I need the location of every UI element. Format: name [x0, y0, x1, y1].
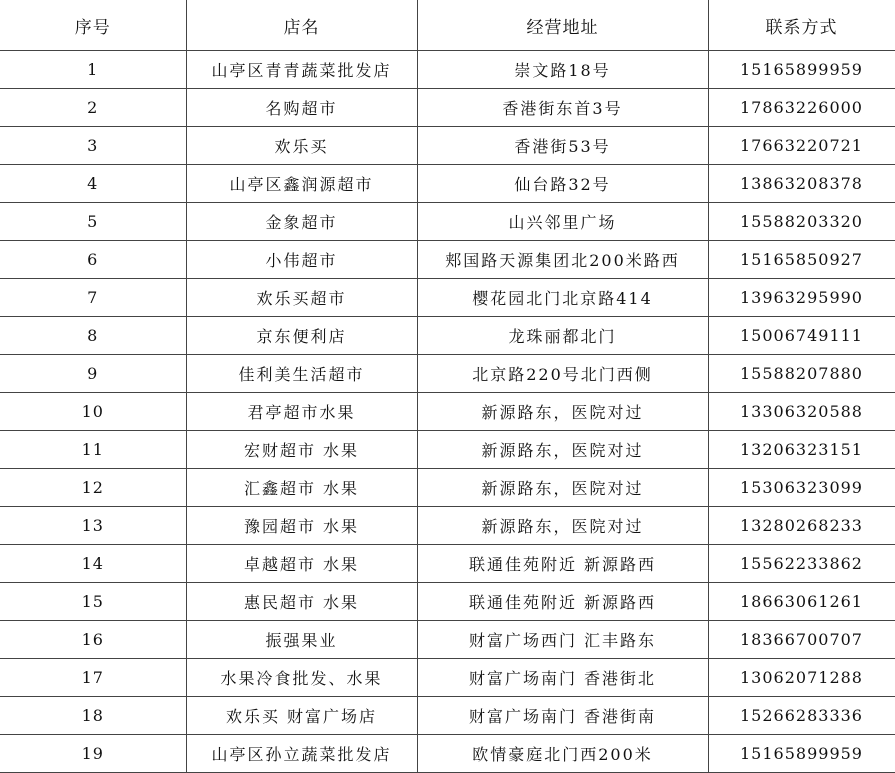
cell-store-name: 惠民超市 水果 [186, 583, 417, 621]
cell-store-name: 卓越超市 水果 [186, 545, 417, 583]
cell-no: 15 [0, 583, 186, 621]
cell-address: 财富广场南门 香港街南 [417, 697, 708, 735]
cell-phone: 15165899959 [708, 51, 895, 89]
cell-phone: 15306323099 [708, 469, 895, 507]
cell-address: 新源路东，医院对过 [417, 507, 708, 545]
cell-no: 2 [0, 89, 186, 127]
header-row [0, 0, 895, 51]
cell-store-name: 汇鑫超市 水果 [186, 469, 417, 507]
header-phone: 联系方式 [708, 0, 895, 51]
cell-address: 财富广场南门 香港街北 [417, 659, 708, 697]
table-row [0, 279, 895, 317]
cell-phone: 15266283336 [708, 697, 895, 735]
cell-no: 13 [0, 507, 186, 545]
cell-no: 12 [0, 469, 186, 507]
table-row [0, 583, 895, 621]
table-row [0, 241, 895, 279]
cell-store-name: 名购超市 [186, 89, 417, 127]
table-body [0, 51, 895, 773]
cell-no: 7 [0, 279, 186, 317]
cell-address: 崇文路18号 [417, 51, 708, 89]
cell-address: 财富广场西门 汇丰路东 [417, 621, 708, 659]
cell-phone: 13863208378 [708, 165, 895, 203]
cell-no: 1 [0, 51, 186, 89]
cell-address: 香港街东首3号 [417, 89, 708, 127]
table-row [0, 393, 895, 431]
cell-address: 樱花园北门北京路414 [417, 279, 708, 317]
cell-phone: 15165899959 [708, 735, 895, 773]
cell-phone: 15165850927 [708, 241, 895, 279]
table-row [0, 51, 895, 89]
cell-no: 18 [0, 697, 186, 735]
cell-phone: 13306320588 [708, 393, 895, 431]
cell-no: 8 [0, 317, 186, 355]
cell-phone: 13280268233 [708, 507, 895, 545]
cell-phone: 15588207880 [708, 355, 895, 393]
table-row [0, 697, 895, 735]
cell-store-name: 水果冷食批发、水果 [186, 659, 417, 697]
cell-store-name: 豫园超市 水果 [186, 507, 417, 545]
cell-address: 联通佳苑附近 新源路西 [417, 545, 708, 583]
cell-no: 19 [0, 735, 186, 773]
table-row [0, 355, 895, 393]
cell-address: 北京路220号北门西侧 [417, 355, 708, 393]
header-no: 序号 [0, 0, 186, 51]
cell-store-name: 君亭超市水果 [186, 393, 417, 431]
cell-phone: 18663061261 [708, 583, 895, 621]
cell-no: 10 [0, 393, 186, 431]
cell-address: 联通佳苑附近 新源路西 [417, 583, 708, 621]
table-row [0, 431, 895, 469]
cell-no: 16 [0, 621, 186, 659]
cell-no: 5 [0, 203, 186, 241]
cell-store-name: 山亭区孙立蔬菜批发店 [186, 735, 417, 773]
table-row [0, 317, 895, 355]
cell-address: 欧情豪庭北门西200米 [417, 735, 708, 773]
header-name: 店名 [186, 0, 417, 51]
table-row [0, 469, 895, 507]
cell-no: 3 [0, 127, 186, 165]
cell-store-name: 金象超市 [186, 203, 417, 241]
table-row [0, 127, 895, 165]
cell-store-name: 宏财超市 水果 [186, 431, 417, 469]
cell-store-name: 小伟超市 [186, 241, 417, 279]
cell-address: 新源路东，医院对过 [417, 393, 708, 431]
cell-phone: 13206323151 [708, 431, 895, 469]
table-row [0, 203, 895, 241]
cell-phone: 17863226000 [708, 89, 895, 127]
cell-phone: 17663220721 [708, 127, 895, 165]
cell-no: 4 [0, 165, 186, 203]
cell-address: 新源路东，医院对过 [417, 431, 708, 469]
cell-phone: 13963295990 [708, 279, 895, 317]
table-row [0, 89, 895, 127]
table-row [0, 659, 895, 697]
header-address: 经营地址 [417, 0, 708, 51]
cell-store-name: 欢乐买 [186, 127, 417, 165]
cell-no: 11 [0, 431, 186, 469]
cell-store-name: 欢乐买 财富广场店 [186, 697, 417, 735]
cell-no: 6 [0, 241, 186, 279]
cell-no: 14 [0, 545, 186, 583]
cell-store-name: 京东便利店 [186, 317, 417, 355]
table-row [0, 735, 895, 773]
cell-phone: 15006749111 [708, 317, 895, 355]
table-row [0, 507, 895, 545]
table-row [0, 165, 895, 203]
cell-address: 香港街53号 [417, 127, 708, 165]
cell-no: 9 [0, 355, 186, 393]
cell-phone: 15588203320 [708, 203, 895, 241]
cell-address: 仙台路32号 [417, 165, 708, 203]
cell-store-name: 欢乐买超市 [186, 279, 417, 317]
table-header [0, 0, 895, 51]
cell-store-name: 山亭区青青蔬菜批发店 [186, 51, 417, 89]
cell-address: 龙珠丽都北门 [417, 317, 708, 355]
cell-address: 山兴邻里广场 [417, 203, 708, 241]
cell-store-name: 山亭区鑫润源超市 [186, 165, 417, 203]
cell-no: 17 [0, 659, 186, 697]
table-row [0, 621, 895, 659]
cell-phone: 15562233862 [708, 545, 895, 583]
cell-store-name: 佳利美生活超市 [186, 355, 417, 393]
cell-address: 新源路东，医院对过 [417, 469, 708, 507]
cell-store-name: 振强果业 [186, 621, 417, 659]
cell-phone: 13062071288 [708, 659, 895, 697]
cell-address: 郏国路天源集团北200米路西 [417, 241, 708, 279]
table-row [0, 545, 895, 583]
cell-phone: 18366700707 [708, 621, 895, 659]
